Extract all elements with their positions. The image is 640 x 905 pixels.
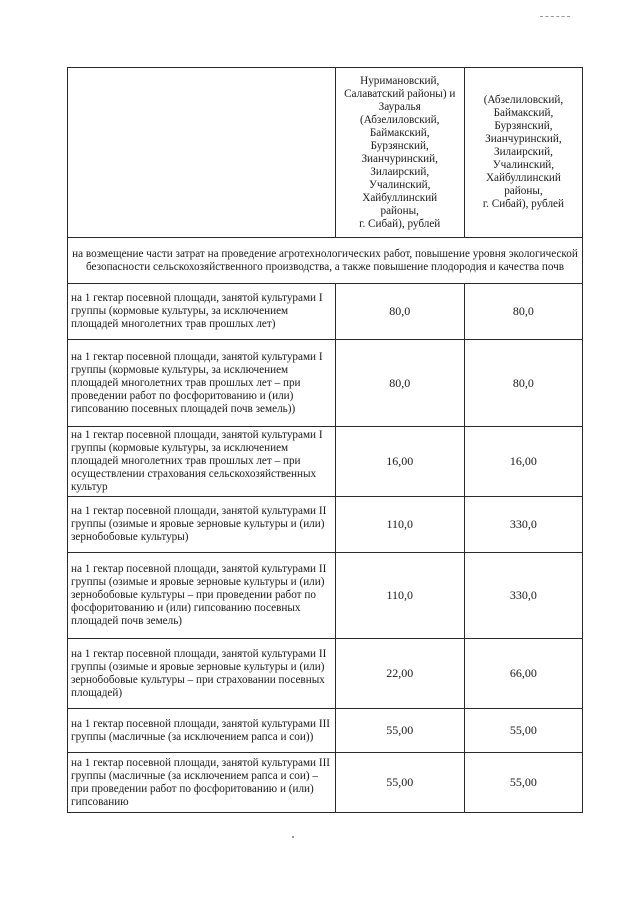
row-value-1: 80,0 bbox=[335, 340, 464, 427]
header-col-3-regions: (Абзелиловский, Баймакский, Бурзянский, Зианчуринский, Зилаирский, Учалинский, Хайбуллинский районы, г. Сибай), рублей bbox=[464, 68, 582, 238]
subsidy-rates-table bbox=[67, 67, 583, 813]
row-description: на 1 гектар посевной площади, занятой культурами III группы (масличные (за исключением рапса и сои)) bbox=[68, 709, 336, 753]
row-description: на 1 гектар посевной площади, занятой культурами II группы (озимые и яровые зерновые культуры и (или) зернобобовые культуры – при страховании посевных площадей) bbox=[68, 639, 336, 709]
table-row bbox=[68, 340, 583, 427]
row-value-1: 22,00 bbox=[335, 639, 464, 709]
table-row bbox=[68, 284, 583, 340]
row-value-2: 330,0 bbox=[464, 553, 582, 639]
header-row bbox=[68, 68, 583, 238]
row-value-1: 16,00 bbox=[335, 427, 464, 497]
table-row bbox=[68, 753, 583, 813]
row-description: на 1 гектар посевной площади, занятой культурами III группы (масличные (за исключением рапса и сои) – при проведении работ по фосфоритованию и (или) гипсованию bbox=[68, 753, 336, 813]
section-row bbox=[68, 238, 583, 284]
table-row bbox=[68, 639, 583, 709]
header-col-2-regions: Нуримановский, Салаватский районы) и Зауралья (Абзелиловский, Баймакский, Бурзянский, Зианчуринский, Зилаирский, Учалинский, Хайбуллинский районы, г. Сибай), рублей bbox=[335, 68, 464, 238]
row-value-2: 80,0 bbox=[464, 340, 582, 427]
row-description: на 1 гектар посевной площади, занятой культурами I группы (кормовые культуры, за исключением площадей многолетних трав прошлых лет – при проведении работ по фосфоритованию и (или) гипсованию посевных площадей почв земель)) bbox=[68, 340, 336, 427]
row-value-1: 55,00 bbox=[335, 709, 464, 753]
row-description: на 1 гектар посевной площади, занятой культурами I группы (кормовые культуры, за исключением площадей многолетних трав прошлых лет) bbox=[68, 284, 336, 340]
row-value-2: 16,00 bbox=[464, 427, 582, 497]
row-value-2: 55,00 bbox=[464, 753, 582, 813]
row-value-1: 110,0 bbox=[335, 553, 464, 639]
row-value-2: 55,00 bbox=[464, 709, 582, 753]
table-row bbox=[68, 709, 583, 753]
row-description: на 1 гектар посевной площади, занятой культурами I группы (кормовые культуры, за исключением площадей многолетних трав прошлых лет – при осуществлении страхования сельскохозяйственных культур bbox=[68, 427, 336, 497]
table-row bbox=[68, 497, 583, 553]
row-value-1: 80,0 bbox=[335, 284, 464, 340]
table-row bbox=[68, 427, 583, 497]
row-value-2: 330,0 bbox=[464, 497, 582, 553]
page-corner-mark bbox=[540, 16, 570, 17]
row-value-1: 110,0 bbox=[335, 497, 464, 553]
row-value-2: 80,0 bbox=[464, 284, 582, 340]
row-value-2: 66,00 bbox=[464, 639, 582, 709]
row-description: на 1 гектар посевной площади, занятой культурами II группы (озимые и яровые зерновые культуры и (или) зернобобовые культуры) bbox=[68, 497, 336, 553]
section-title: на возмещение части затрат на проведение агротехнологических работ, повышение уровня экологической безопасности сельскохозяйственного производства, а также повышение плодородия и качества почв bbox=[68, 238, 583, 284]
row-description: на 1 гектар посевной площади, занятой культурами II группы (озимые и яровые зерновые культуры и (или) зернобобовые культуры – при проведении работ по фосфоритованию и (или) гипсованию посевных площадей почв земель) bbox=[68, 553, 336, 639]
scan-speck bbox=[292, 836, 294, 838]
table-row bbox=[68, 553, 583, 639]
header-col-1 bbox=[68, 68, 336, 238]
row-value-1: 55,00 bbox=[335, 753, 464, 813]
